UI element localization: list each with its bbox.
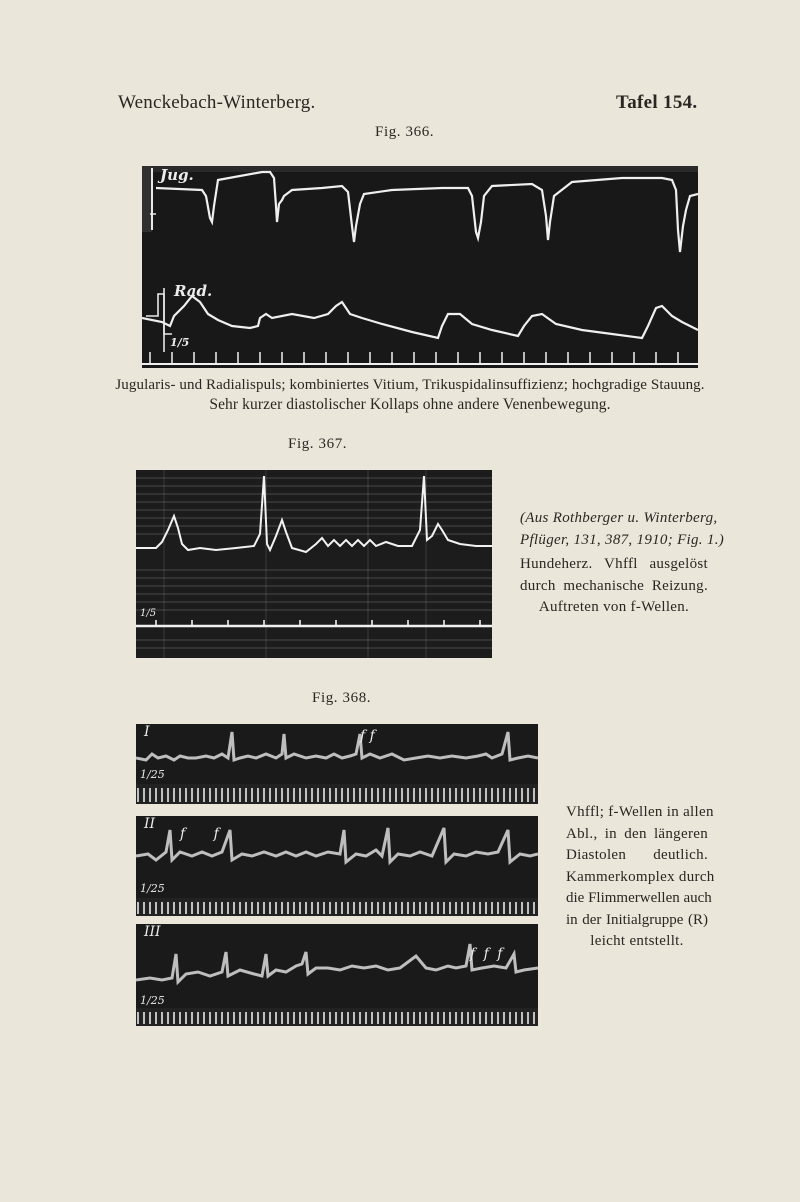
lead-2-time-marks [138, 902, 534, 914]
lead-2-time-label: 1/25 [140, 882, 165, 895]
fig367-time-label: 1/5 [140, 608, 157, 619]
fig368-lead-1-tracing [136, 724, 538, 804]
lead-2-f-wave-marks: f f [180, 826, 219, 842]
plate-author-header: Wenckebach-Winterberg. [118, 92, 316, 113]
fig368-desc-line6: in der Initialgruppe (R) [566, 911, 708, 928]
fig366-caption-line2: Sehr kurzer diastolischer Kollaps ohne andere Venenbewegung. [209, 396, 611, 413]
lead-1-label: I [144, 724, 150, 740]
fig366-time-label: 1/5 [170, 336, 190, 349]
fig368-desc-line7: leicht entstellt. [590, 933, 684, 949]
lead-3-label: III [144, 924, 161, 940]
lead-3-time-marks [138, 1012, 534, 1024]
fig368-description [566, 802, 715, 953]
fig367-tracing-svg [136, 470, 492, 658]
fig366-caption-line1: Jugularis- und Radialispuls; kombiniertes Vitium, Trikuspidalinsuffizienz; hochgradige Stauung. [115, 377, 705, 393]
fig366-tracing-svg [142, 166, 698, 368]
fig367-tracing [136, 470, 492, 658]
fig366-title: Fig. 366. [375, 124, 435, 140]
jugular-label: Jug. [160, 166, 194, 184]
fig368-desc-line1: Vhffl; f-Wellen in allen [566, 804, 714, 820]
fig368-lead-1-svg [136, 724, 538, 804]
fig367-description [520, 508, 725, 619]
fig368-desc-line2: Abl., in den längeren [566, 825, 708, 842]
fig367-title: Fig. 367. [288, 436, 348, 452]
radial-label: Rad. [174, 282, 213, 300]
fig367-source-line1: (Aus Rothberger u. Winterberg, [520, 510, 718, 526]
lead-3-f-wave-marks: f f f [470, 946, 503, 962]
fig368-title: Fig. 368. [312, 690, 372, 706]
fig368-lead-3-svg [136, 924, 538, 1026]
fig368-lead-3-tracing [136, 924, 538, 1026]
fig368-desc-line3: Diastolen deutlich. [566, 847, 708, 863]
fig367-desc-line1: Hundeherz. Vhffl ausgelöst [520, 556, 708, 572]
lead-2-label: II [144, 816, 156, 832]
fig367-source-line2: Pflüger, 131, 387, 1910; Fig. 1.) [520, 531, 725, 548]
fig368-desc-line5: die Flimmerwellen auch [566, 890, 712, 906]
fig368-desc-line4: Kammerkomplex durch [566, 868, 715, 885]
lead-1-f-wave-marks: f f [360, 728, 375, 744]
fig366-tracing [142, 166, 698, 368]
lead-1-time-label: 1/25 [140, 768, 165, 781]
fig368-lead-2-tracing [136, 816, 538, 916]
fig366-caption [100, 376, 720, 414]
lead-1-time-marks [138, 788, 534, 802]
plate-number-header: Tafel 154. [616, 92, 698, 113]
lead-3-time-label: 1/25 [140, 994, 165, 1007]
fig367-desc-line2: durch mechanische Reizung. [520, 577, 708, 594]
fig367-desc-line3: Auftreten von f-Wellen. [538, 599, 690, 615]
